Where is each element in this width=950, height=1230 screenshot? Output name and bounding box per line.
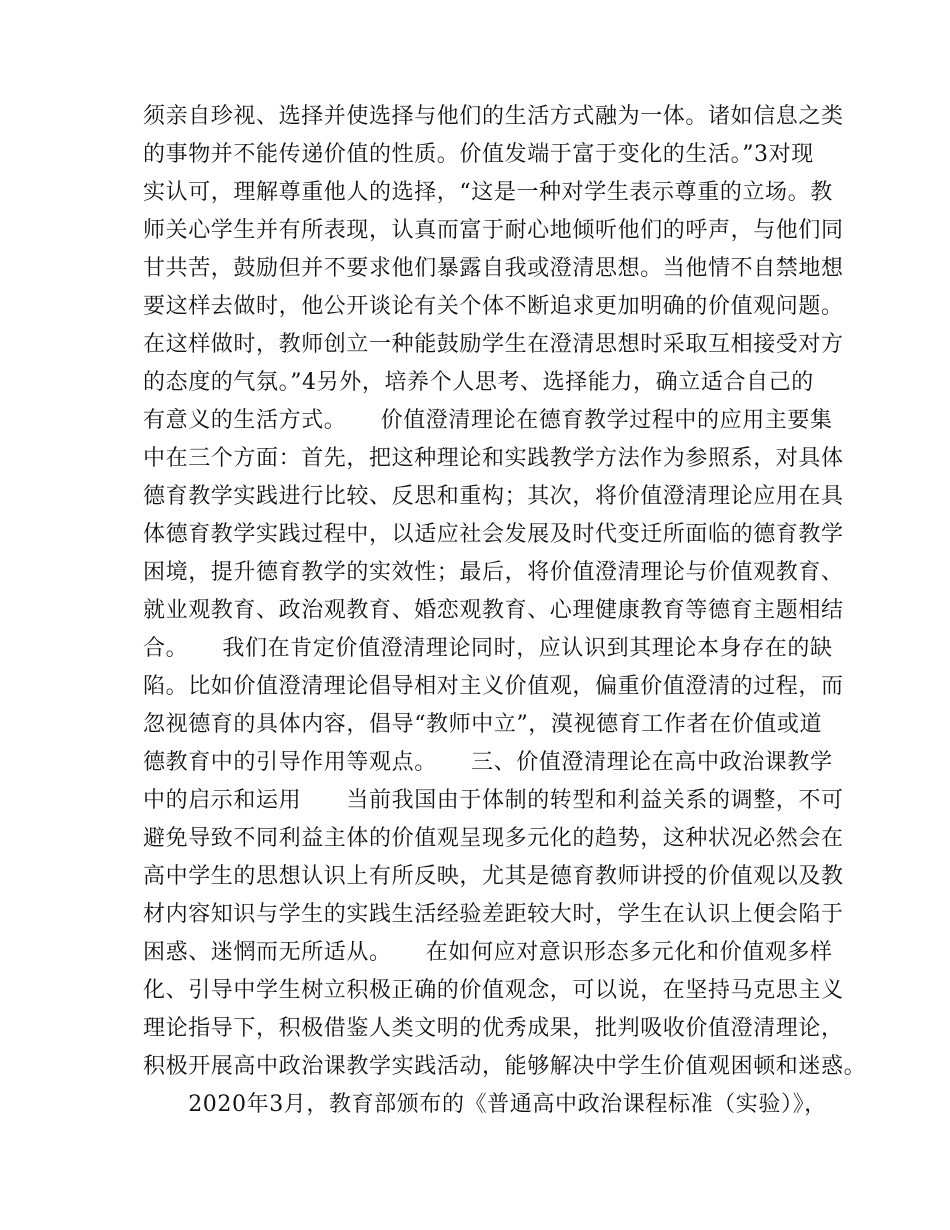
text-line: 中在三个方面：首先，把这种理论和实践教学方法作为参照系，对具体 xyxy=(143,446,844,471)
text-line: 困境，提升德育教学的实效性；最后，将价值澄清理论与价值观教育、 xyxy=(143,560,844,585)
text-line: 理论指导下，积极借鉴人类文明的优秀成果，批判吸收价值澄清理论， xyxy=(143,1016,844,1041)
text-line: 忽视德育的具体内容，倡导“教师中立”，漠视德育工作者在价值或道 xyxy=(143,712,823,737)
text-line: 中的启示和运用 当前我国由于体制的转型和利益关系的调整，不可 xyxy=(143,788,844,813)
text-line: 甘共苦，鼓励但并不要求他们暴露自我或澄清思想。当他情不自禁地想 xyxy=(143,256,844,281)
text-line: 困惑、迷惘而无所适从。 在如何应对意识形态多元化和价值观多样 xyxy=(143,940,833,965)
text-line: 2020年3月，教育部颁布的《普通高中政治课程标准（实验）》， xyxy=(143,1092,827,1117)
text-line: 避免导致不同利益主体的价值观呈现多元化的趋势，这种状况必然会在 xyxy=(143,826,844,851)
text-line: 要这样去做时，他公开谈论有关个体不断追求更加明确的价值观问题。 xyxy=(143,294,844,319)
text-line: 师关心学生并有所表现，认真而富于耐心地倾听他们的呼声，与他们同 xyxy=(143,218,844,243)
text-line: 的事物并不能传递价值的性质。价值发端于富于变化的生活。”3对现 xyxy=(143,142,814,167)
text-line: 德育教学实践进行比较、反思和重构；其次，将价值澄清理论应用在具 xyxy=(143,484,844,509)
text-line: 实认可，理解尊重他人的选择，“这是一种对学生表示尊重的立场。教 xyxy=(143,180,833,205)
text-line: 就业观教育、政治观教育、婚恋观教育、心理健康教育等德育主题相结 xyxy=(143,598,844,623)
text-line: 材内容知识与学生的实践生活经验差距较大时，学生在认识上便会陷于 xyxy=(143,902,844,927)
text-line: 须亲自珍视、选择并使选择与他们的生活方式融为一体。诸如信息之类 xyxy=(143,104,844,129)
text-line: 有意义的生活方式。 价值澄清理论在德育教学过程中的应用主要集 xyxy=(143,408,833,433)
text-line: 的态度的气氛。”4另外，培养个人思考、选择能力，确立适合自己的 xyxy=(143,370,814,395)
text-line: 积极开展高中政治课教学实践活动，能够解决中学生价值观困顿和迷惑。 xyxy=(143,1054,867,1079)
text-line: 陷。比如价值澄清理论倡导相对主义价值观，偏重价值澄清的过程，而 xyxy=(143,674,844,699)
text-line: 德教育中的引导作用等观点。 三、价值澄清理论在高中政治课教学 xyxy=(143,750,833,775)
text-line: 高中学生的思想认识上有所反映，尤其是德育教师讲授的价值观以及教 xyxy=(143,864,844,889)
text-line: 化、引导中学生树立积极正确的价值观念，可以说，在坚持马克思主义 xyxy=(143,978,844,1003)
text-line: 体德育教学实践过程中，以适应社会发展及时代变迁所面临的德育教学 xyxy=(143,522,844,547)
text-line: 合。 我们在肯定价值澄清理论同时，应认识到其理论本身存在的缺 xyxy=(143,636,833,661)
text-line: 在这样做时，教师创立一种能鼓励学生在澄清思想时采取互相接受对方 xyxy=(143,332,844,357)
